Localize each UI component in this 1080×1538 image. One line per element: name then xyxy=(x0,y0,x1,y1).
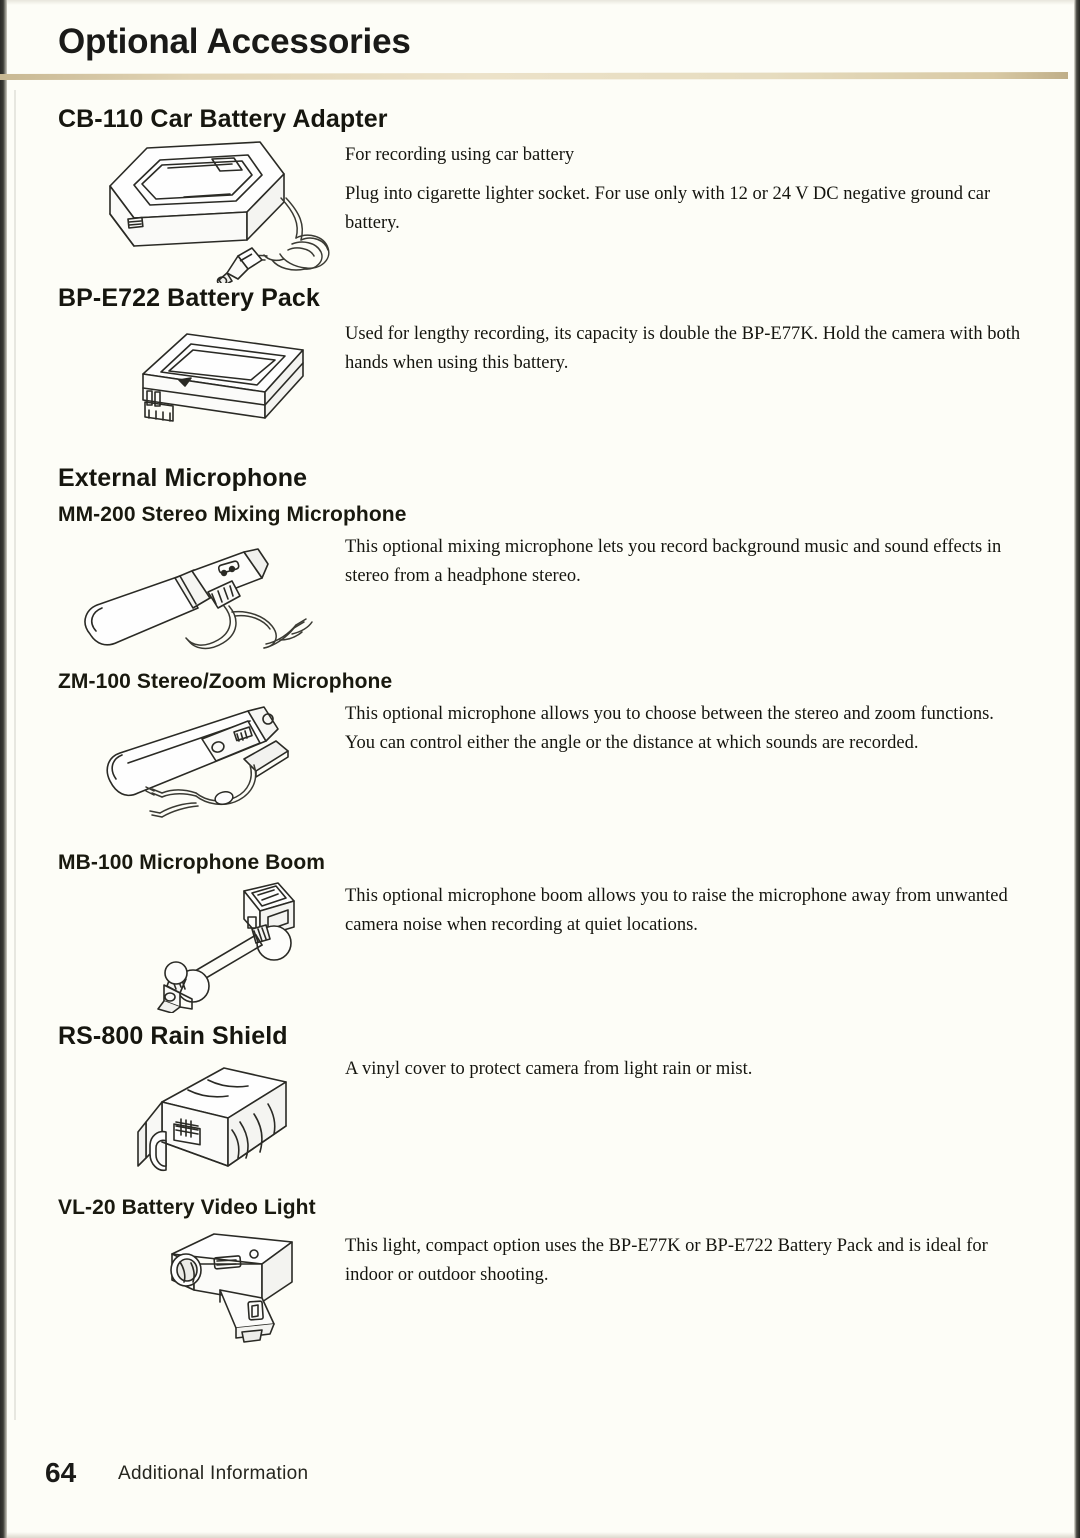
paragraph: For recording using car battery xyxy=(345,145,575,165)
battery-pack-illustration xyxy=(125,322,325,447)
scan-gutter-right xyxy=(1074,0,1080,1538)
body-cb-110 xyxy=(345,141,1045,238)
title-divider-rule xyxy=(0,72,1068,80)
heading-zm-100-stereo-zoom-microphone: ZM-100 Stereo/Zoom Microphone xyxy=(58,670,393,693)
scan-edge-top xyxy=(7,0,1074,5)
scan-gutter-left xyxy=(0,0,7,1538)
stereo-zoom-microphone-illustration xyxy=(98,703,313,828)
heading-rs-800-rain-shield: RS-800 Rain Shield xyxy=(58,1022,288,1050)
stereo-mixing-microphone-illustration xyxy=(72,548,317,660)
paragraph: Plug into cigarette lighter socket. For use only with 12 or 24 V DC negative ground car battery. xyxy=(345,184,991,233)
paragraph: This optional mixing microphone lets you record background music and sound effects in stereo from a headphone stereo. xyxy=(345,537,1002,586)
paragraph: This optional microphone allows you to choose between the stereo and zoom functions. xyxy=(345,704,994,724)
paragraph: A vinyl cover to protect camera from light rain or mist. xyxy=(345,1059,753,1079)
heading-cb-110-car-battery-adapter: CB-110 Car Battery Adapter xyxy=(58,105,388,133)
page-title: Optional Accessories xyxy=(58,22,411,61)
rain-shield-illustration xyxy=(128,1062,300,1184)
paragraph: Used for lengthy recording, its capacity is double the BP-E77K. Hold the camera with both hands when using this battery. xyxy=(345,324,1021,373)
footer-section-label: Additional Information xyxy=(118,1463,309,1484)
paragraph: This light, compact option uses the BP-E77K or BP-E722 Battery Pack and is ideal for indoor or outdoor shooting. xyxy=(345,1236,988,1285)
body-mm-200 xyxy=(345,533,1035,591)
page-number: 64 xyxy=(45,1457,77,1488)
battery-video-light-illustration xyxy=(158,1228,314,1344)
heading-vl-20-battery-video-light: VL-20 Battery Video Light xyxy=(58,1196,316,1219)
car-battery-adapter-illustration xyxy=(62,128,342,283)
body-rs-800 xyxy=(345,1055,1035,1084)
heading-mm-200-stereo-mixing-microphone: MM-200 Stereo Mixing Microphone xyxy=(58,503,407,526)
heading-bp-e722-battery-pack: BP-E722 Battery Pack xyxy=(58,284,320,312)
body-vl-20 xyxy=(345,1232,1035,1290)
page-fold-crease xyxy=(14,90,16,1420)
body-zm-100 xyxy=(345,700,1045,758)
microphone-boom-illustration xyxy=(148,881,316,1013)
scan-edge-bottom xyxy=(7,1532,1074,1538)
paragraph: You can control either the angle or the distance at which sounds are recorded. xyxy=(345,733,919,753)
body-mb-100 xyxy=(345,882,1025,940)
body-bp-e722 xyxy=(345,320,1035,378)
heading-mb-100-microphone-boom: MB-100 Microphone Boom xyxy=(58,851,326,874)
heading-external-microphone: External Microphone xyxy=(58,464,308,492)
paragraph: This optional microphone boom allows you to raise the microphone away from unwanted camera noise when recording at quiet locations. xyxy=(345,886,1008,935)
